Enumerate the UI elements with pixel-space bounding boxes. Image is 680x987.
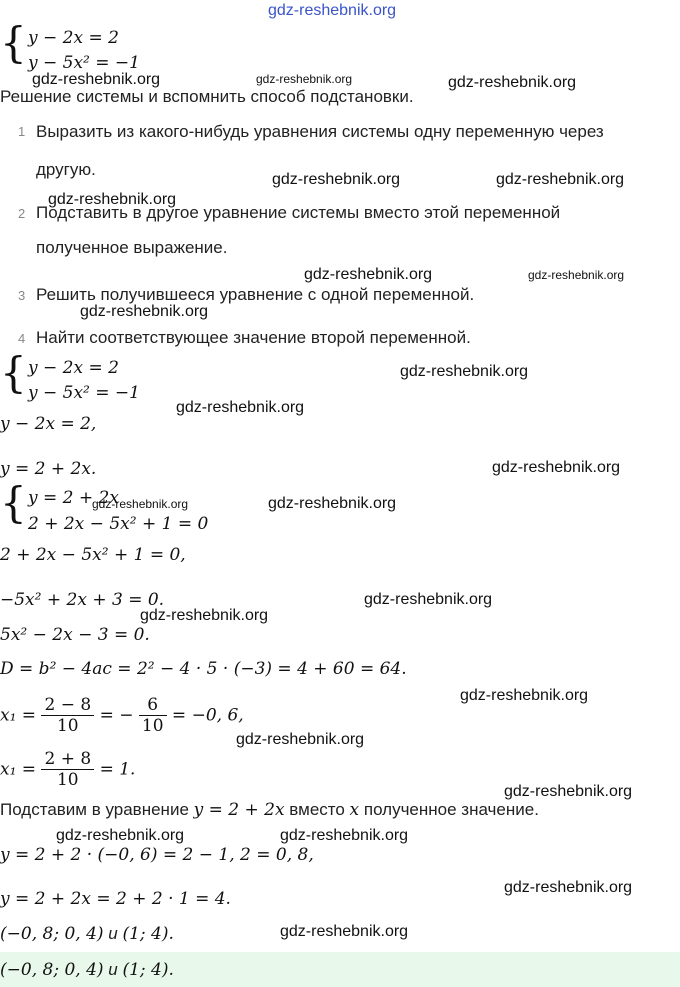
- system1-eq1: y − 2x = 2: [28, 28, 119, 48]
- intro-text: Решение системы и вспомнить способ подстановки.: [0, 87, 414, 106]
- equation-line: y = 2 + 2x = 2 + 2 · 1 = 4.: [0, 889, 231, 909]
- watermark: gdz-reshebnik.org: [496, 171, 625, 188]
- step-text: другую.: [36, 160, 96, 179]
- watermark: gdz-reshebnik.org: [268, 495, 397, 512]
- watermark: gdz-reshebnik.org: [304, 266, 433, 283]
- root-value: = −0, 6,: [171, 705, 244, 726]
- watermark: gdz-reshebnik.org: [92, 497, 189, 511]
- system-brace: {: [0, 348, 27, 397]
- watermark: gdz-reshebnik.org: [256, 72, 353, 86]
- result-line: [0, 924, 174, 944]
- equation-line: y = 2 + 2 · (−0, 6) = 2 − 1, 2 = 0, 8,: [0, 845, 314, 865]
- watermark: gdz-reshebnik.org: [280, 923, 409, 940]
- conjunction: и: [103, 960, 123, 979]
- fraction: [41, 749, 94, 790]
- math-part: y = 2 + 2x: [193, 800, 285, 820]
- denominator: 10: [56, 716, 79, 736]
- fraction: [41, 695, 94, 736]
- watermark: gdz-reshebnik.org: [272, 171, 401, 188]
- step-number: 3: [18, 288, 26, 303]
- watermark: gdz-reshebnik.org: [56, 827, 185, 844]
- watermark: gdz-reshebnik.org: [448, 74, 577, 91]
- equals-sign: = −: [99, 705, 134, 726]
- watermark: gdz-reshebnik.org: [280, 827, 409, 844]
- equation-line: y − 2x = 2,: [0, 414, 97, 434]
- watermark: gdz-reshebnik.org: [460, 687, 589, 704]
- system1-eq2: y − 5x² = −1: [28, 53, 140, 73]
- numerator: 6: [139, 695, 167, 716]
- numerator: 2 − 8: [41, 695, 94, 716]
- watermark: gdz-reshebnik.org: [504, 783, 633, 800]
- step-text: Решить получившееся уравнение с одной переменной.: [36, 285, 475, 304]
- equation-line: y = 2 + 2x.: [0, 459, 97, 479]
- substitute-text: [0, 800, 539, 820]
- system2-eq1: y − 2x = 2: [28, 358, 119, 378]
- text-part: Подставим в уравнение: [0, 800, 194, 819]
- watermark: gdz-reshebnik.org: [80, 303, 209, 320]
- root-x2-line: [0, 749, 135, 790]
- fraction: [139, 695, 167, 736]
- root-x1-line: [0, 695, 244, 736]
- root-lhs: x₁ =: [0, 759, 37, 780]
- watermark: gdz-reshebnik.org: [268, 2, 397, 19]
- answer-line: [0, 960, 174, 980]
- denominator: 10: [141, 716, 164, 736]
- system-brace: {: [0, 478, 27, 527]
- root-lhs: x₁ =: [0, 705, 37, 726]
- pair: (−0, 8; 0, 4): [0, 960, 104, 980]
- watermark: gdz-reshebnik.org: [400, 363, 529, 380]
- system2-eq2: y − 5x² = −1: [28, 383, 140, 403]
- watermark: gdz-reshebnik.org: [140, 607, 269, 624]
- pair: (1; 4).: [122, 924, 174, 944]
- text-part: вместо: [284, 800, 350, 819]
- text-part: полученное значение.: [359, 800, 539, 819]
- step-number: 4: [18, 331, 26, 346]
- step-number: 2: [18, 206, 26, 221]
- watermark: gdz-reshebnik.org: [32, 71, 161, 88]
- equation-line: −5x² + 2x + 3 = 0.: [0, 590, 165, 610]
- math-part: x: [349, 800, 360, 820]
- system3-eq1: y = 2 + 2x: [28, 488, 119, 508]
- watermark: gdz-reshebnik.org: [528, 268, 625, 282]
- step-text: полученное выражение.: [36, 238, 228, 257]
- step-text: Подставить в другое уравнение системы вместо этой переменной: [36, 203, 561, 222]
- conjunction: и: [103, 924, 123, 943]
- watermark: gdz-reshebnik.org: [176, 399, 305, 416]
- discriminant-line: D = b² − 4ac = 2² − 4 · 5 · (−3) = 4 + 60 = 64.: [0, 659, 407, 679]
- equation-line: 5x² − 2x − 3 = 0.: [0, 625, 150, 645]
- step-text: Найти соответствующее значение второй переменной.: [36, 328, 471, 347]
- step-text: Выразить из какого-нибудь уравнения системы одну переменную через: [36, 122, 604, 141]
- numerator: 2 + 8: [41, 749, 94, 770]
- watermark: gdz-reshebnik.org: [48, 191, 177, 208]
- denominator: 10: [56, 770, 79, 790]
- root-value: = 1.: [99, 759, 136, 780]
- watermark: gdz-reshebnik.org: [504, 879, 633, 896]
- watermark: gdz-reshebnik.org: [492, 459, 621, 476]
- watermark: gdz-reshebnik.org: [364, 591, 493, 608]
- equation-line: 2 + 2x − 5x² + 1 = 0,: [0, 545, 186, 565]
- pair: (−0, 8; 0, 4): [0, 924, 104, 944]
- watermark: gdz-reshebnik.org: [236, 731, 365, 748]
- system-brace: {: [0, 18, 27, 67]
- step-number: 1: [18, 124, 26, 139]
- system3-eq2: 2 + 2x − 5x² + 1 = 0: [28, 514, 209, 534]
- pair: (1; 4).: [122, 960, 174, 980]
